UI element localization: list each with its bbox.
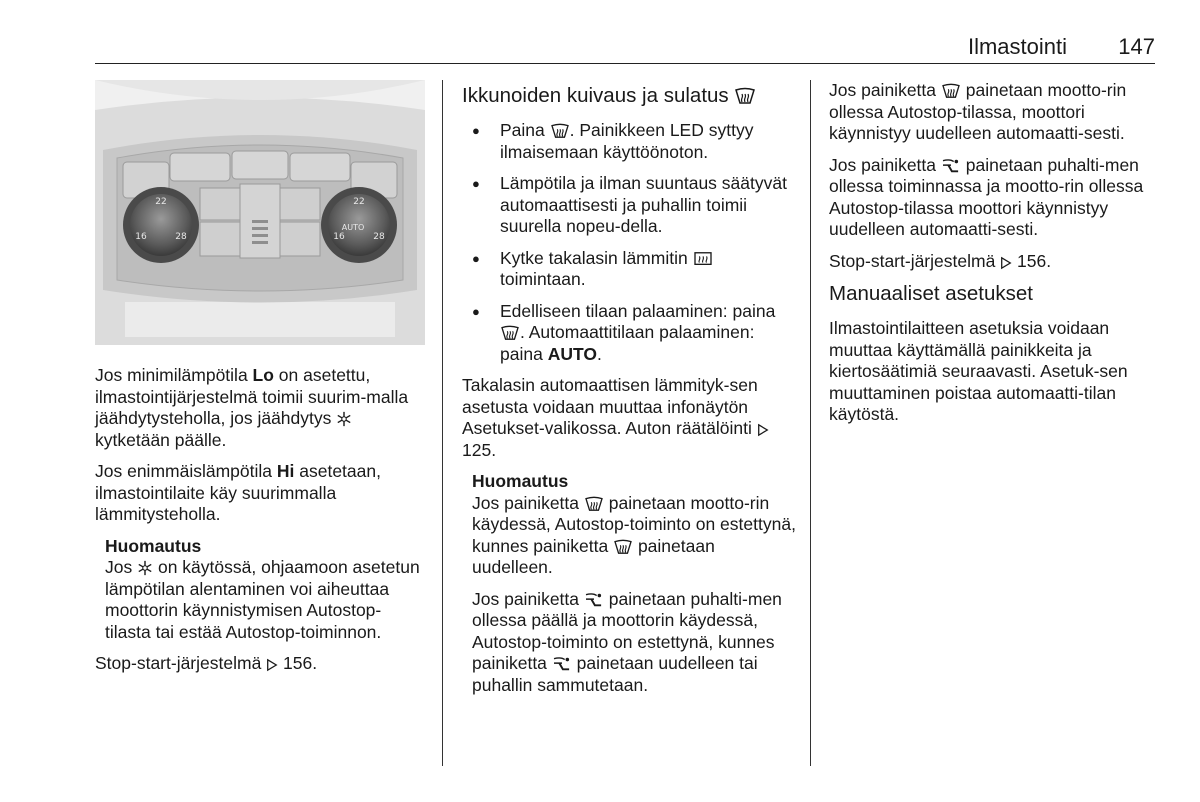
note-text: Jos on käytössä, ohjaamoon asetetun lämpötilan alentaminen voi aiheuttaa moottorin käynnistymisen Autostop-tilasta tai estää Autostop-toiminnon. [105,557,420,642]
paragraph-lo: Jos minimilämpötila Lo on asetettu, ilmastointijärjestelmä toimii suurim-malla jäähdytysteholla, jos jäähdytys kytketään päälle. [95,365,409,450]
knob-label: 28 [373,232,385,242]
windscreen-defrost-icon [584,496,604,512]
knob-label: 22 [353,197,365,207]
note-title: Huomautus [472,471,569,491]
page-arrow-icon [1000,256,1012,270]
column-divider [810,80,811,766]
knob-label: 28 [175,232,187,242]
knob-label: AUTO [341,223,365,232]
page-number: 147 [1118,34,1155,59]
fan-air-distribution-icon [552,656,572,672]
windscreen-defrost-icon [613,539,633,555]
windscreen-defrost-icon [941,83,961,99]
note-box [105,536,425,644]
paragraph-hi: Jos enimmäislämpötila Hi asetetaan, ilmastointilaite käy suurimmalla lämmitysteholla. [95,461,381,524]
list-item: ● Kytke takalasin lämmitin toimintaan. [462,248,797,291]
page-arrow-icon [266,658,278,672]
section-heading: Manuaaliset asetukset [829,282,1033,305]
snowflake-icon [137,560,153,576]
page-arrow-icon [757,423,769,437]
knob-label: 16 [135,232,147,242]
paragraph-autostop-fan: Jos painiketta painetaan puhalti-men ollessa toiminnassa ja mootto-rin ollessa Autostop-tilassa moottori käynnistyy uudelleen automaatti-sesti. [829,154,1144,239]
list-item: ● Paina . Painikkeen LED syttyy ilmaisemaan käyttöönoton. [462,120,797,163]
column-2 [462,80,797,706]
note-box [472,471,797,696]
paragraph-rear-heating: Takalasin automaattisen lämmityk-sen asetusta voidaan muuttaa infonäytön Asetukset-valikossa. Auton räätälöinti 125. [462,375,797,461]
note-text: Jos painiketta painetaan puhalti-men ollessa päällä ja moottorin käydessä, Autostop-toiminto on estettynä, kunnes painiketta painetaan uudelleen tai puhallin sammutetaan. [472,588,782,695]
paragraph-manual-settings: Ilmastointilaitteen asetuksia voidaan muuttaa käyttämällä painikkeita ja kiertosäätimiä seuraavasti. Asetuk-sen muuttaminen poistaa automaatti-tilan käytöstä. [829,318,1128,424]
column-1 [95,80,425,685]
climate-control-panel-photo [95,80,425,345]
list-item: ● Edelliseen tilaan palaaminen: paina . Automaattitilaan palaaminen: paina AUTO. [462,301,797,366]
section-title: Ilmastointi [967,34,1067,59]
section-heading: Ikkunoiden kuivaus ja sulatus [462,84,797,108]
note-title: Huomautus [105,535,202,556]
windscreen-defrost-icon [734,87,756,105]
cross-reference: Stop-start-järjestelmä 156. [829,250,1052,271]
cross-reference: Stop-start-järjestelmä 156. [95,653,318,673]
note-text: Jos painiketta painetaan mootto-rin käydessä, Autostop-toiminto on estettynä, kunnes painiketta painetaan uudelleen. [472,492,796,577]
windscreen-defrost-icon [500,325,520,341]
knob-label: 22 [155,197,167,207]
column-divider [442,80,443,766]
paragraph-autostop-defrost: Jos painiketta painetaan mootto-rin ollessa Autostop-tilassa, moottori käynnistyy uudelleen automaatti-sesti. [829,80,1127,143]
rear-window-heater-icon [693,251,713,267]
windscreen-defrost-icon [550,123,570,139]
fan-air-distribution-icon [584,592,604,608]
knob-label: 16 [333,232,345,242]
list-item: ● Lämpötila ja ilman suuntaus säätyvät automaattisesti ja puhallin toimii suurella nopeu-della. [462,173,797,238]
page-header [95,30,1155,64]
column-3 [829,80,1159,436]
bullet-list [462,120,797,365]
snowflake-icon [336,411,352,427]
fan-air-distribution-icon [941,158,961,174]
